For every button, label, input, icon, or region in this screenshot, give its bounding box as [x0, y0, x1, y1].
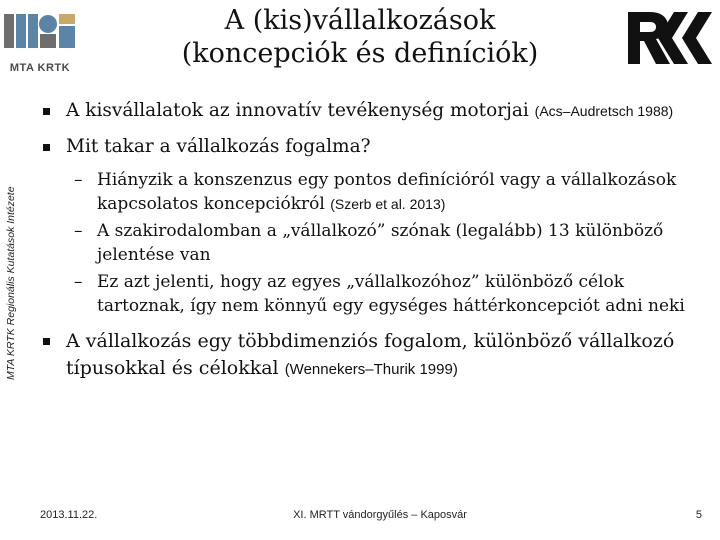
logo-left-label: MTA KRTK	[9, 62, 71, 74]
bullet-text: Mit takar a vállalkozás fogalma?	[66, 136, 371, 157]
rkk-logo	[626, 10, 720, 66]
sub-bullet-dash: –	[74, 272, 83, 292]
bullet-citation: (Wennekers–Thurik 1999)	[284, 361, 458, 378]
sub-bullet-text: Hiányzik a konszenzus egy pontos definícióról vagy a vállalkozások kapcsolatos koncepciókról	[97, 170, 677, 214]
slide-title-line1: A (kis)vállalkozások	[224, 5, 496, 36]
bullet-text: A kisvállalatok az innovatív tevékenység motorjai	[66, 100, 529, 121]
sub-bullet-dash: –	[74, 170, 83, 190]
footer-event: XI. MRTT vándorgyűlés – Kaposvár	[293, 509, 467, 521]
side-institute-label: MTA KRTK Regionális Kutatások Intézete	[5, 186, 17, 380]
sub-bullet-citation: (Szerb et al. 2013)	[330, 196, 446, 212]
sub-bullet-item	[40, 219, 710, 267]
sub-bullet-dash: –	[74, 221, 83, 241]
bullet-citation: (Acs–Audretsch 1988)	[534, 103, 674, 119]
sub-bullet-item	[40, 270, 710, 318]
sub-bullet-text: Ez azt jelenti, hogy az egyes „vállalkozóhoz” különböző célok tartoznak, így nem könnyű egy egységes háttérkoncepciót adni neki	[97, 272, 685, 316]
footer-date: 2013.11.22.	[40, 509, 98, 521]
slide-content	[40, 98, 710, 383]
sub-bullet-text: A szakirodalomban a „vállalkozó” szónak (legalább) 13 különböző jelentése van	[97, 221, 664, 265]
rkk-logo-icon	[626, 10, 720, 66]
mta-krtk-logo-icon	[2, 10, 78, 60]
sub-bullet-item	[40, 168, 710, 216]
slide-title	[150, 4, 570, 70]
mta-krtk-logo	[2, 10, 78, 78]
bullet-item	[40, 328, 710, 383]
bullet-text: A vállalkozás egy többdimenziós fogalom, különböző vállalkozó típusokkal és célokkal	[66, 330, 675, 379]
bullet-item	[40, 98, 710, 124]
footer-page-number: 5	[695, 509, 702, 521]
bullet-item	[40, 134, 710, 160]
slide-title-line2: (koncepciók és definíciók)	[181, 38, 539, 69]
